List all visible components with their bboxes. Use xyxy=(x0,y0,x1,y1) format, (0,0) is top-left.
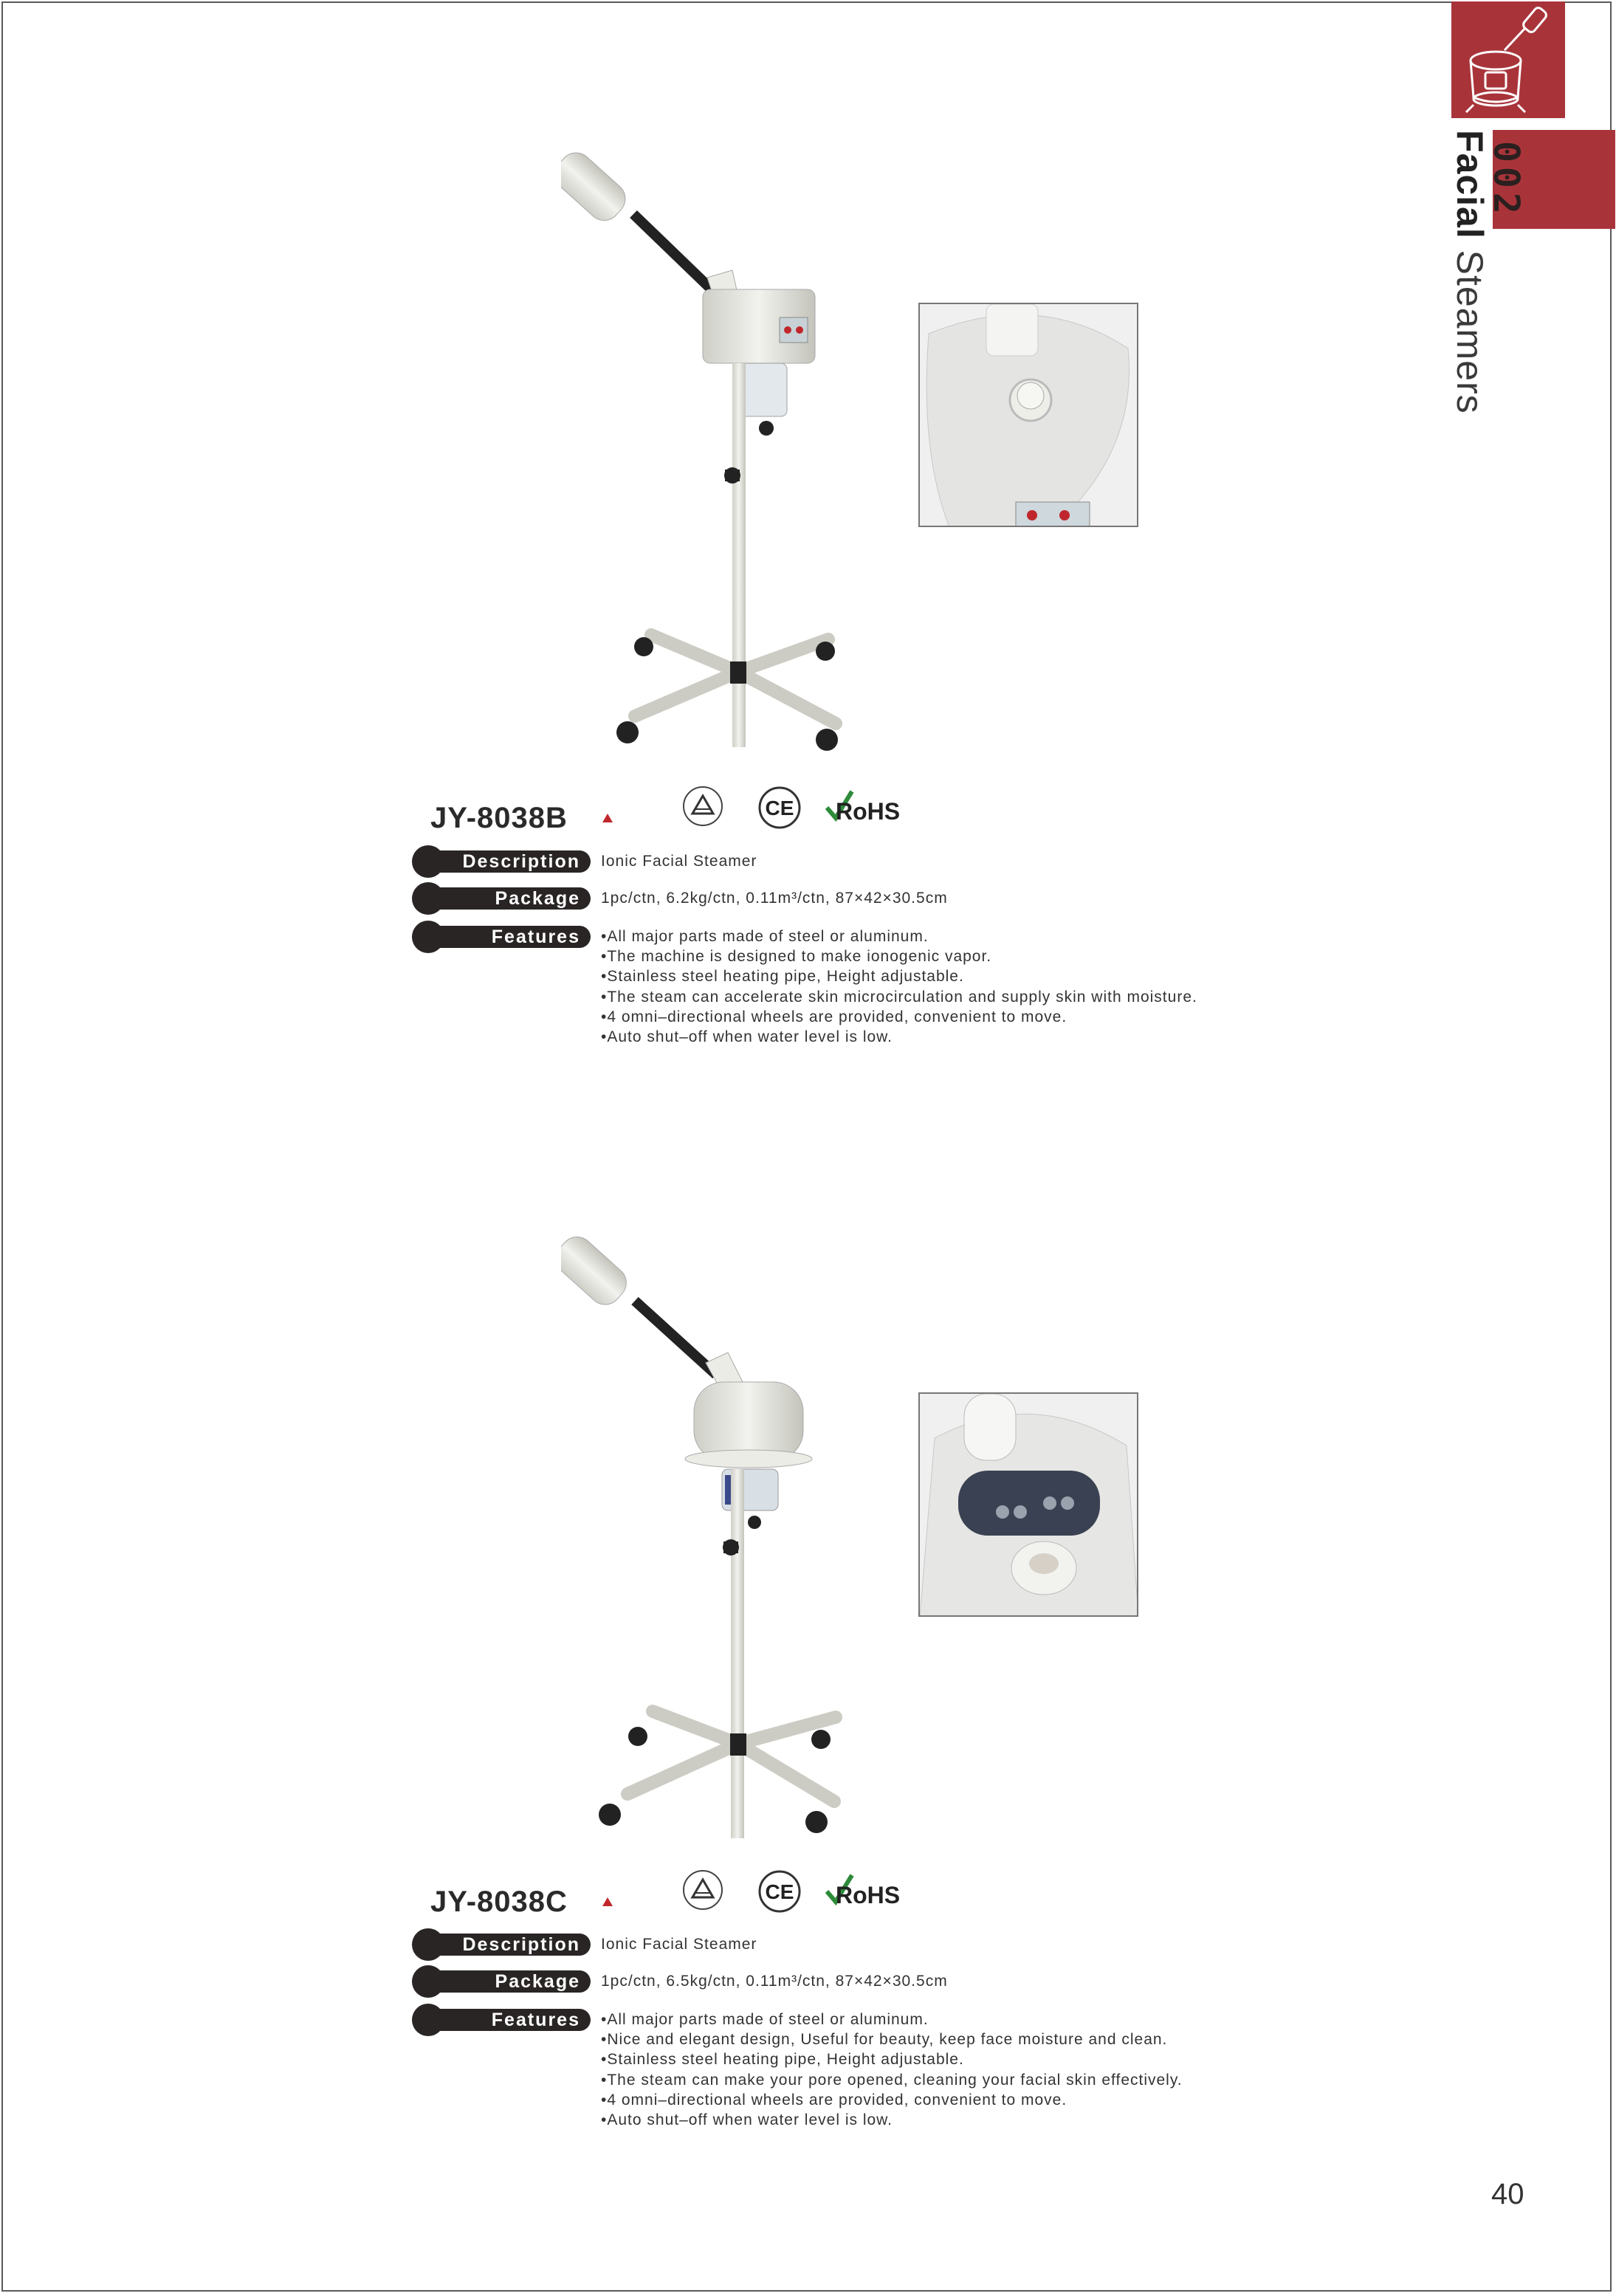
features-list xyxy=(601,927,1197,1047)
ce-mark-icon xyxy=(756,786,803,830)
svg-text:RoHS: RoHS xyxy=(836,798,901,825)
feature-item: • The steam can accelerate skin microcirculation and supply skin with moisture. xyxy=(601,987,1197,1007)
features-list xyxy=(601,2010,1183,2130)
category-number: 002 xyxy=(1485,140,1527,219)
feature-item: • All major parts made of steel or aluminum. xyxy=(601,2010,1183,2029)
feature-item: • The machine is designed to make ionogenic vapor. xyxy=(601,946,1197,966)
package-value: 1pc/ctn, 6.5kg/ctn, 0.11m³/ctn, 87×42×30.5cm xyxy=(601,1973,948,1990)
svg-text:CE: CE xyxy=(765,1880,794,1903)
facial-steamer-icon xyxy=(1451,1,1565,118)
category-title xyxy=(1448,130,1491,440)
category-title-light: Steamers xyxy=(1449,238,1490,414)
tuv-certification-icon xyxy=(676,784,732,830)
rohs-icon xyxy=(825,1869,914,1911)
feature-item: • 4 omni–directional wheels are provided, convenient to move. xyxy=(601,1007,1197,1027)
detail-photo-jy8038c xyxy=(918,1392,1138,1617)
detail-photo-jy8038b xyxy=(918,303,1138,527)
model-number: JY-8038B xyxy=(430,802,568,834)
product-photo-jy8038c xyxy=(561,1218,871,1853)
description-value: Ionic Facial Steamer xyxy=(601,1936,757,1953)
svg-text:CE: CE xyxy=(765,797,794,819)
page-number: 40 xyxy=(1491,2178,1524,2210)
feature-item: • Nice and elegant design, Useful for beauty, keep face moisture and clean. xyxy=(601,2029,1183,2049)
feature-item: • 4 omni–directional wheels are provided, convenient to move. xyxy=(601,2090,1183,2110)
red-triangle-marker xyxy=(602,814,613,822)
category-title-bold: Facial xyxy=(1449,130,1490,239)
red-triangle-marker xyxy=(602,1897,613,1906)
feature-item: • All major parts made of steel or aluminum. xyxy=(601,927,1197,946)
category-icon-box xyxy=(1451,1,1565,118)
model-number: JY-8038C xyxy=(430,1886,568,1918)
package-value: 1pc/ctn, 6.2kg/ctn, 0.11m³/ctn, 87×42×30.5cm xyxy=(601,890,948,907)
feature-item: • Stainless steel heating pipe, Height adjustable. xyxy=(601,966,1197,986)
ce-mark-icon xyxy=(756,1869,803,1914)
svg-text:RoHS: RoHS xyxy=(836,1882,901,1908)
description-value: Ionic Facial Steamer xyxy=(601,853,757,870)
rohs-icon xyxy=(825,786,914,827)
feature-item: • The steam can make your pore opened, cleaning your facial skin effectively. xyxy=(601,2070,1183,2090)
tuv-certification-icon xyxy=(676,1868,732,1914)
feature-item: • Auto shut–off when water level is low. xyxy=(601,2110,1183,2130)
feature-item: • Stainless steel heating pipe, Height adjustable. xyxy=(601,2049,1183,2069)
feature-item: • Auto shut–off when water level is low. xyxy=(601,1027,1197,1047)
product-photo-jy8038b xyxy=(561,133,871,768)
